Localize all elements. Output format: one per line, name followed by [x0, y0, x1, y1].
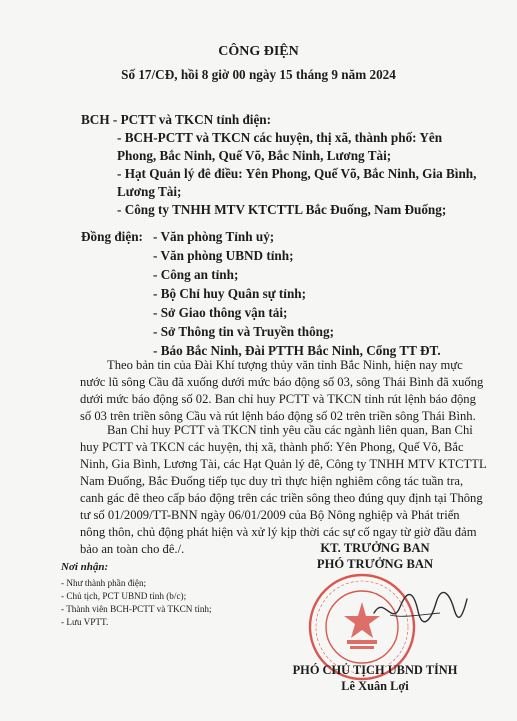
- paragraph-1: [80, 357, 484, 425]
- cc-line: - Văn phòng UBND tỉnh;: [153, 248, 294, 263]
- signature-line-1: KT. TRƯỞNG BAN: [320, 541, 430, 555]
- paragraph-line: bảo an toàn cho đê./.: [80, 542, 185, 556]
- signature-line-2: PHÓ TRƯỞNG BAN: [316, 557, 434, 571]
- notes-title: Nơi nhận:: [61, 561, 109, 573]
- paragraph-2: [80, 422, 487, 558]
- cc-line: - Báo Bắc Ninh, Đài PTTH Bắc Ninh, Cổng TT ĐT.: [153, 343, 441, 358]
- paragraph-line: Nam Đuống, Bắc Đuống tiếp tục duy trì thực hiện nghiêm công tác tuần tra,: [80, 474, 464, 488]
- document-title: CÔNG ĐIỆN: [218, 44, 299, 59]
- paragraph-line: nước lũ sông Cầu đã xuống dưới mức báo động số 03, sông Thái Bình đã xuống: [80, 375, 484, 389]
- document-number: Số 17/CĐ, hồi 8 giờ 00 ngày 15 tháng 9 năm 2024: [121, 67, 396, 82]
- signer-name: Lê Xuân Lợi: [341, 679, 409, 693]
- recipient-line: Lương Tài;: [117, 184, 182, 199]
- paragraph-line: tư số 01/2009/TT-BNN ngày 06/01/2009 của Bộ Nông nghiệp và Phát triển: [80, 508, 460, 522]
- note-item: - Thành viên BCH-PCTT và TKCN tỉnh;: [61, 604, 212, 614]
- paragraph-line: số 03 trên triền sông Cầu và rút lệnh báo động số 02 trên triền sông Thái Bình.: [80, 409, 476, 423]
- recipient-line: Phong, Bắc Ninh, Quế Võ, Bắc Ninh, Lương Tài;: [117, 148, 392, 163]
- note-item: - Chủ tịch, PCT UBND tỉnh (b/c);: [61, 591, 187, 601]
- paragraph-line: canh gác đê theo cấp báo động trên các triền sông theo đúng quy định tại Thông: [80, 491, 483, 505]
- recipients-label: BCH - PCTT và TKCN tỉnh điện:: [81, 112, 272, 127]
- paragraph-line: huy PCTT và TKCN các huyện, thị xã, thành phố: Yên Phong, Quế Võ, Bắc: [80, 440, 464, 454]
- recipient-line: - Hạt Quản lý đê điều: Yên Phong, Quế Võ, Bắc Ninh, Gia Bình,: [117, 166, 477, 181]
- cc-line: - Sở Giao thông vận tải;: [153, 305, 288, 320]
- paragraph-line: Ban Chỉ huy PCTT và TKCN tỉnh yêu cầu các ngành liên quan, Ban Chỉ: [107, 423, 473, 437]
- cc-line: - Bộ Chỉ huy Quân sự tỉnh;: [153, 286, 307, 301]
- cc-label: Đồng điện:: [81, 229, 143, 244]
- paragraph-line: Theo bản tin của Đài Khí tượng thủy văn tỉnh Bắc Ninh, hiện nay mực: [107, 358, 463, 372]
- handwritten-signature-icon: [370, 585, 470, 635]
- signer-position: PHÓ CHỦ TỊCH UBND TỈNH: [292, 663, 458, 677]
- cc-line: - Văn phòng Tỉnh uỷ;: [153, 229, 275, 244]
- recipient-line: - BCH-PCTT và TKCN các huyện, thị xã, thành phố: Yên: [117, 130, 443, 145]
- note-item: - Như thành phần điện;: [61, 578, 147, 588]
- paragraph-line: dưới mức báo động số 02. Ban chỉ huy PCTT và TKCN tỉnh rút lệnh báo động: [80, 392, 476, 406]
- recipient-line: - Công ty TNHH MTV KTCTTL Bắc Đuống, Nam Đuống;: [117, 202, 447, 217]
- paragraph-line: nông thôn, chủ động phát hiện và xử lý kịp thời các sự cố ngay từ giờ đầu đảm: [80, 525, 477, 539]
- cc-line: - Sở Thông tin và Truyền thông;: [153, 324, 334, 339]
- cc-line: - Công an tỉnh;: [153, 267, 239, 282]
- paragraph-line: Ninh, Gia Bình, Lương Tài, các Hạt Quản lý đê, Công ty TNHH MTV KTCTTL: [80, 457, 487, 471]
- note-item: - Lưu VPTT.: [61, 617, 109, 627]
